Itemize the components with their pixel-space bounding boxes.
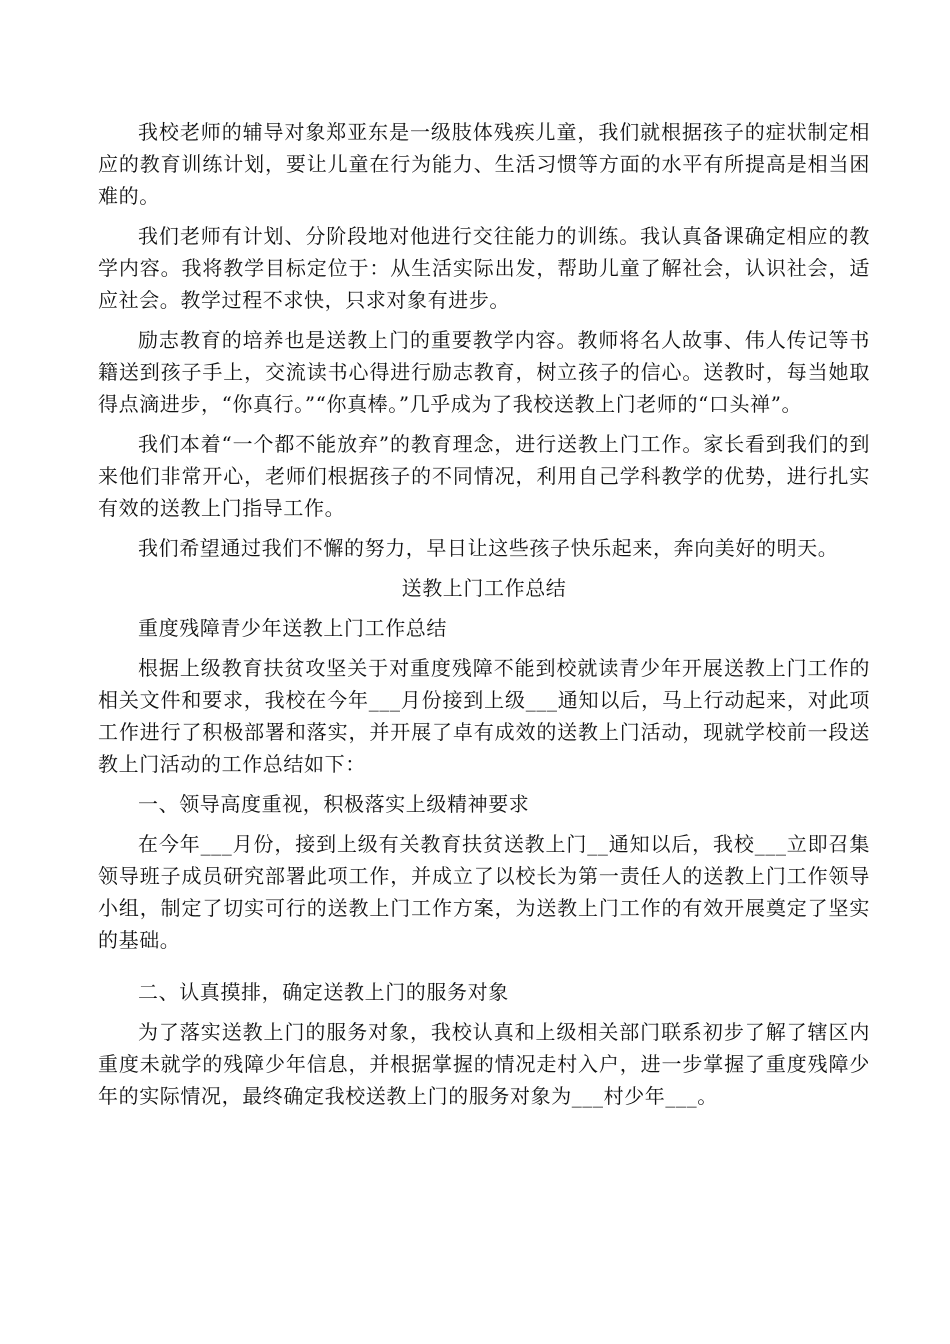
paragraph-intro: 根据上级教育扶贫攻坚关于对重度残障不能到校就读青少年开展送教上门工作的相关文件和要求，我校在今年___月份接到上级___通知以后，马上行动起来，对此项工作进行了积极部署和落实，并开展了卓有成效的送教上门活动，现就学校前一段送教上门活动的工作总结如下： [98,656,870,776]
part1-heading: 一、领导高度重视，积极落实上级精神要求 [138,792,530,816]
paragraph-hope: 我们希望通过我们不懈的努力，早日让这些孩子快乐起来，奔向美好的明天。 [138,536,839,560]
part2-heading: 二、认真摸排，确定送教上门的服务对象 [138,980,509,1004]
part2-text: 为了落实送教上门的服务对象，我校认真和上级相关部门联系初步了解了辖区内重度未就学的残障少年信息，并根据掌握的情况走村入户，进一步掌握了重度残障少年的实际情况，最终确定我校送教上门的服务对象为___村少年___。 [98,1020,870,1108]
part1-text: 在今年___月份，接到上级有关教育扶贫送教上门__通知以后，我校___立即召集领导班子成员研究部署此项工作，并成立了以校长为第一责任人的送教上门工作领导小组，制定了切实可行的送教上门工作方案，为送教上门工作的有效开展奠定了坚实的基础。 [98,832,870,952]
section-title: 送教上门工作总结 [401,576,567,600]
document-page [98,116,870,1120]
document-subtitle: 重度残障青少年送教上门工作总结 [138,616,447,640]
paragraph-inspirational-education: 励志教育的培养也是送教上门的重要教学内容。教师将名人故事、伟人传记等书籍送到孩子手上，交流读书心得进行励志教育，树立孩子的信心。送教时，每当她取得点滴进步，“你真行。”“你真棒。”几乎成为了我校送教上门老师的“口头禅”。 [98,328,870,416]
paragraph-education-philosophy: 我们本着“一个都不能放弃”的教育理念，进行送教上门工作。家长看到我们的到来他们非常开心，老师们根据孩子的不同情况，利用自己学科教学的优势，进行扎实有效的送教上门指导工作。 [98,432,870,520]
paragraph-communication-training: 我们老师有计划、分阶段地对他进行交往能力的训练。我认真备课确定相应的教学内容。我将教学目标定位于：从生活实际出发，帮助儿童了解社会，认识社会，适应社会。教学过程不求快，只求对象有进步。 [98,224,870,312]
paragraph-tutoring-target: 我校老师的辅导对象郑亚东是一级肢体残疾儿童，我们就根据孩子的症状制定相应的教育训练计划，要让儿童在行为能力、生活习惯等方面的水平有所提高是相当困难的。 [98,120,870,208]
